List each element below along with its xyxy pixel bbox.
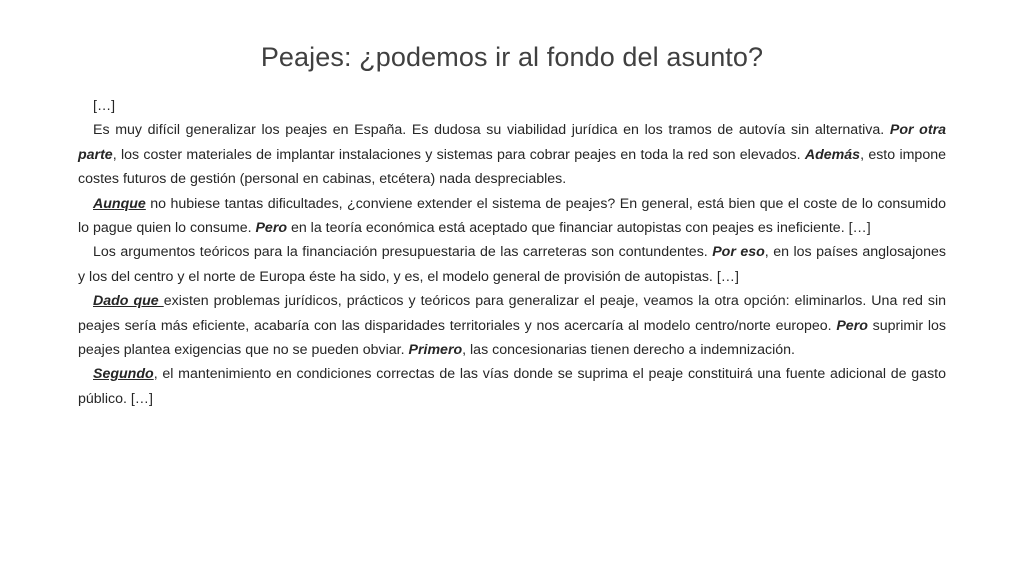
connector-keyword: Por eso [712,244,765,261]
connector-keyword: Segundo [93,366,154,383]
paragraph-text: en la teoría económica está aceptado que financiar autopistas con peajes es ineficiente. […] [287,220,871,237]
paragraph-text: existen problemas jurídicos, prácticos y teóricos para generalizar el peaje, veamos la otra opción: eliminarlos. Una red sin peajes sería más eficiente, acabaría con las disparidades territoriales y nos acercaría al modelo centro/norte europeo. [78,293,946,334]
paragraph [78,118,946,191]
paragraph-text: , las concesionarias tienen derecho a indemnización. [462,342,795,359]
connector-keyword: Pero [836,317,868,334]
slide-title: Peajes: ¿podemos ir al fondo del asunto? [260,42,764,72]
paragraph [78,362,946,411]
paragraph-text: , el mantenimiento en condiciones correctas de las vías donde se suprima el peaje constituirá una fuente adicional de gasto público. […] [78,366,946,407]
paragraph-text: suprimir los peajes plantea exigencias que no se pueden obviar. [78,317,946,359]
paragraph-text: Los argumentos teóricos para la financiación presupuestaria de las carreteras son contundentes. [93,244,713,261]
paragraph-text: Es muy difícil generalizar los peajes en España. Es dudosa su viabilidad jurídica en los tramos de autovía sin alternativa. [93,122,890,139]
paragraph-text: , en los países anglosajones y los del centro y el norte de Europa éste ha sido, y es, el modelo general de provisión de autopistas. […] [78,244,946,285]
slide-body [78,94,946,411]
connector-keyword: Por otra parte [78,122,946,163]
paragraph [78,192,946,241]
paragraph [78,240,946,289]
paragraph-text: , esto impone costes futuros de gestión (personal en cabinas, etcétera) nada despreciables. [78,146,946,188]
connector-keyword: Aunque [93,195,146,212]
paragraph-text: no hubiese tantas dificultades, ¿conviene extender el sistema de peajes? En general, está bien que el coste de lo consumido lo pague quien lo consume. [78,195,946,237]
paragraph [78,94,946,118]
connector-keyword: Dado que [93,293,164,310]
paragraph-text: , los coster materiales de implantar instalaciones y sistemas para cobrar peajes en toda la red son elevados. [112,146,805,163]
paragraph-text: […] [93,98,116,114]
paragraph [78,289,946,362]
connector-keyword: Pero [255,220,288,237]
connector-keyword: Además [804,146,861,163]
connector-keyword: Primero [408,342,463,359]
